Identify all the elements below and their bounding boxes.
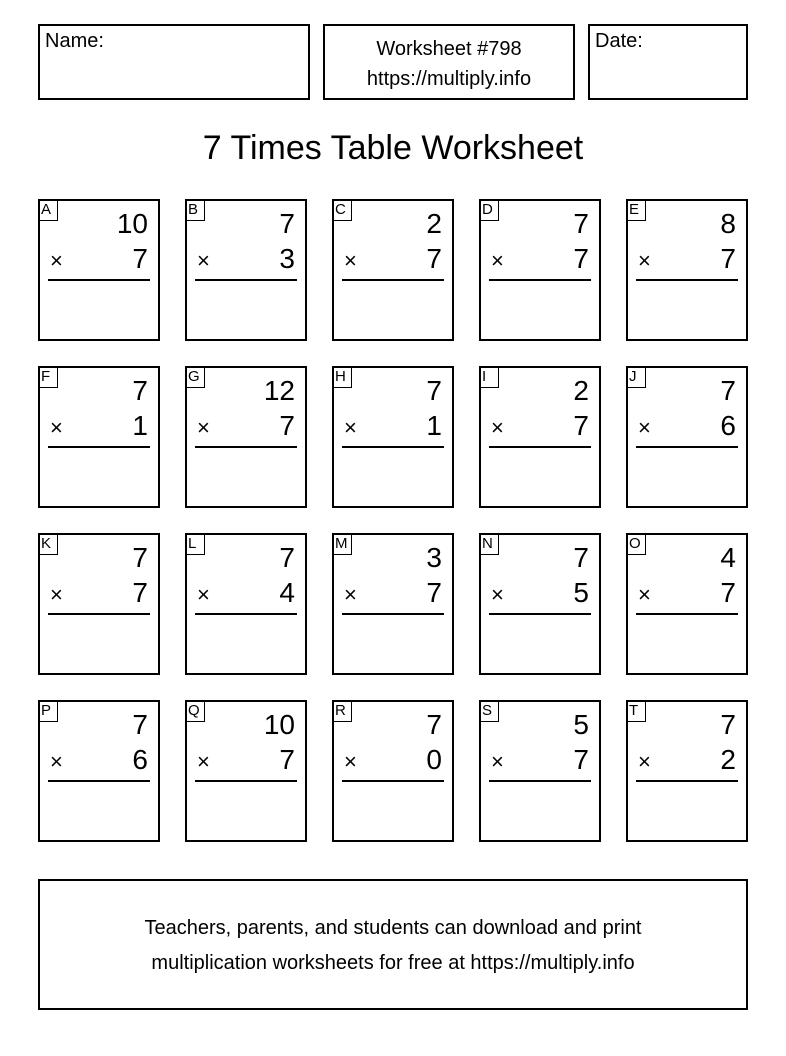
problem-letter: G — [185, 366, 205, 388]
problem-card[interactable] — [185, 700, 307, 842]
multiplicand: 3 — [426, 542, 442, 573]
multiplier: 1 — [132, 410, 148, 441]
footer-line-2: multiplication worksheets for free at https://multiply.info — [151, 952, 635, 974]
multiplier: 3 — [279, 243, 295, 274]
problem-letter: B — [185, 199, 205, 221]
times-sign: × — [197, 749, 210, 774]
times-sign: × — [197, 582, 210, 607]
problem-letter: T — [626, 700, 646, 722]
problem-card[interactable] — [38, 700, 160, 842]
times-sign: × — [50, 582, 63, 607]
times-sign: × — [197, 415, 210, 440]
multiplier: 7 — [573, 243, 589, 274]
problem-card[interactable] — [626, 199, 748, 341]
times-sign: × — [638, 415, 651, 440]
problem-letter: F — [38, 366, 58, 388]
problem-card[interactable] — [479, 199, 601, 341]
date-label: Date: — [595, 30, 643, 52]
problem-letter: J — [626, 366, 646, 388]
multiplier: 7 — [426, 243, 442, 274]
multiplicand: 7 — [573, 542, 589, 573]
answer-line — [48, 780, 150, 782]
answer-line — [489, 780, 591, 782]
problem-letter: H — [332, 366, 352, 388]
multiplier: 1 — [426, 410, 442, 441]
times-sign: × — [50, 749, 63, 774]
answer-line — [636, 446, 738, 448]
times-sign: × — [491, 582, 504, 607]
problem-card[interactable] — [332, 199, 454, 341]
answer-line — [342, 279, 444, 281]
problem-card[interactable] — [479, 533, 601, 675]
multiplicand: 2 — [573, 375, 589, 406]
answer-line — [48, 613, 150, 615]
multiplicand: 10 — [263, 709, 295, 740]
problem-letter: Q — [185, 700, 205, 722]
problem-letter: P — [38, 700, 58, 722]
multiplicand: 10 — [116, 208, 148, 239]
name-label: Name: — [45, 30, 104, 52]
answer-line — [48, 279, 150, 281]
problem-card[interactable] — [626, 533, 748, 675]
problem-letter: A — [38, 199, 58, 221]
multiplicand: 7 — [132, 709, 148, 740]
problem-card[interactable] — [185, 199, 307, 341]
problem-card[interactable] — [479, 700, 601, 842]
problem-letter: O — [626, 533, 646, 555]
multiplicand: 2 — [426, 208, 442, 239]
problem-card[interactable] — [38, 199, 160, 341]
times-sign: × — [491, 749, 504, 774]
answer-line — [636, 780, 738, 782]
problem-card[interactable] — [185, 533, 307, 675]
problem-letter: R — [332, 700, 352, 722]
multiplier: 7 — [132, 577, 148, 608]
multiplicand: 7 — [279, 542, 295, 573]
multiplier: 6 — [132, 744, 148, 775]
multiplier: 7 — [279, 744, 295, 775]
problem-letter: E — [626, 199, 646, 221]
worksheet-url: https://multiply.info — [366, 68, 532, 90]
problem-card[interactable] — [38, 533, 160, 675]
multiplier: 7 — [426, 577, 442, 608]
date-field[interactable] — [588, 24, 748, 100]
multiplier: 7 — [279, 410, 295, 441]
times-sign: × — [197, 248, 210, 273]
multiplier: 0 — [426, 744, 442, 775]
multiplicand: 7 — [720, 709, 736, 740]
times-sign: × — [344, 582, 357, 607]
footer-line-1: Teachers, parents, and students can download and print — [144, 917, 642, 939]
answer-line — [489, 613, 591, 615]
multiplier: 7 — [720, 243, 736, 274]
problem-card[interactable] — [332, 366, 454, 508]
worksheet-number: Worksheet #798 — [376, 38, 522, 60]
multiplier: 7 — [573, 744, 589, 775]
answer-line — [342, 446, 444, 448]
answer-line — [48, 446, 150, 448]
answer-line — [489, 446, 591, 448]
multiplier: 6 — [720, 410, 736, 441]
problem-card[interactable] — [38, 366, 160, 508]
multiplier: 7 — [720, 577, 736, 608]
multiplier: 4 — [279, 577, 295, 608]
times-sign: × — [344, 749, 357, 774]
multiplicand: 7 — [279, 208, 295, 239]
answer-line — [636, 279, 738, 281]
times-sign: × — [638, 248, 651, 273]
problem-letter: I — [479, 366, 499, 388]
multiplier: 7 — [132, 243, 148, 274]
times-sign: × — [638, 582, 651, 607]
multiplicand: 4 — [720, 542, 736, 573]
multiplicand: 7 — [720, 375, 736, 406]
multiplicand: 7 — [132, 375, 148, 406]
answer-line — [195, 446, 297, 448]
answer-line — [342, 613, 444, 615]
times-sign: × — [344, 415, 357, 440]
multiplier: 7 — [573, 410, 589, 441]
answer-line — [489, 279, 591, 281]
answer-line — [195, 780, 297, 782]
times-sign: × — [50, 248, 63, 273]
multiplier: 2 — [720, 744, 736, 775]
problem-letter: K — [38, 533, 58, 555]
answer-line — [195, 613, 297, 615]
problem-letter: M — [332, 533, 352, 555]
problem-letter: L — [185, 533, 205, 555]
problem-card[interactable] — [332, 700, 454, 842]
problem-card[interactable] — [626, 700, 748, 842]
times-sign: × — [638, 749, 651, 774]
multiplicand: 7 — [132, 542, 148, 573]
multiplier: 5 — [573, 577, 589, 608]
answer-line — [342, 780, 444, 782]
times-sign: × — [344, 248, 357, 273]
problem-card[interactable] — [185, 366, 307, 508]
problem-letter: C — [332, 199, 352, 221]
footer-note — [38, 879, 748, 1010]
problem-card[interactable] — [332, 533, 454, 675]
times-sign: × — [491, 248, 504, 273]
problem-letter: N — [479, 533, 499, 555]
multiplicand: 7 — [573, 208, 589, 239]
multiplicand: 12 — [263, 375, 295, 406]
answer-line — [195, 279, 297, 281]
times-sign: × — [491, 415, 504, 440]
problem-card[interactable] — [626, 366, 748, 508]
times-sign: × — [50, 415, 63, 440]
name-field[interactable] — [38, 24, 310, 100]
page-title: 7 Times Table Worksheet — [202, 129, 584, 167]
problem-card[interactable] — [479, 366, 601, 508]
multiplicand: 8 — [720, 208, 736, 239]
multiplicand: 5 — [573, 709, 589, 740]
multiplicand: 7 — [426, 709, 442, 740]
problem-letter: S — [479, 700, 499, 722]
problem-letter: D — [479, 199, 499, 221]
multiplicand: 7 — [426, 375, 442, 406]
answer-line — [636, 613, 738, 615]
worksheet-info-box — [323, 24, 575, 100]
